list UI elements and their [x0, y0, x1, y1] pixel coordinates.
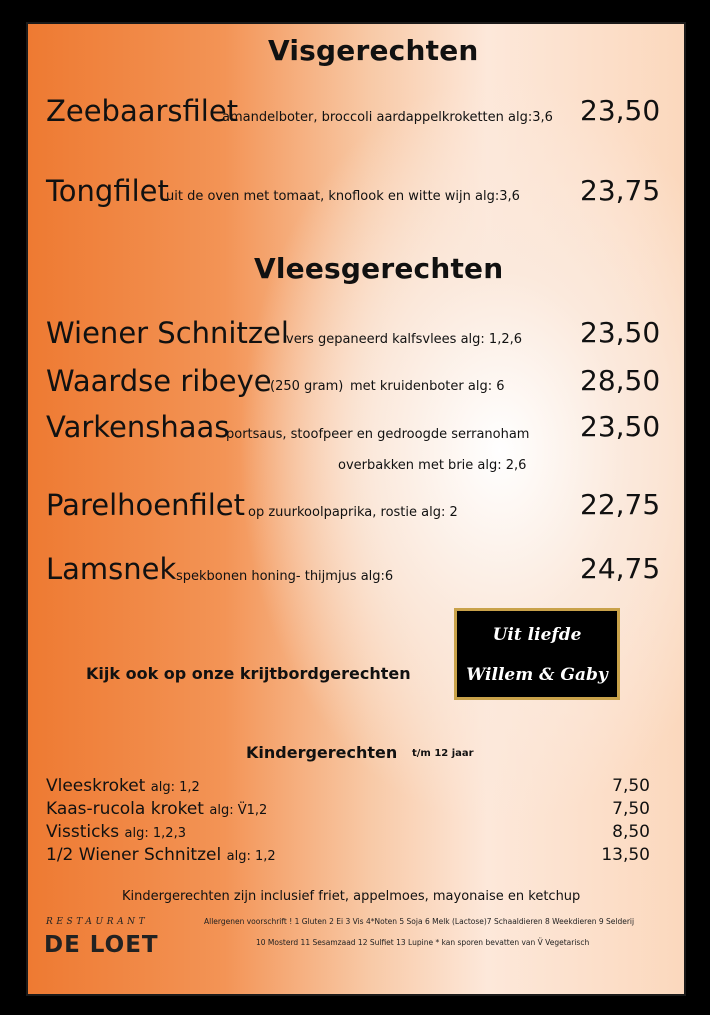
logo-restaurant-text: RESTAURANT	[46, 917, 149, 927]
kids-item-name: 1/2 Wiener Schnitzel	[46, 845, 222, 865]
allergen-legend-line2: 10 Mosterd 11 Sesamzaad 12 Sulfiet 13 Lupine * kan sporen bevatten van V̈ Vegetarisch	[256, 938, 590, 947]
kids-item-price: 13,50	[601, 845, 650, 865]
kids-item-allergens: alg: V̈1,2	[209, 803, 268, 818]
chalkboard-note: Kijk ook op onze krijtbordgerechten	[86, 664, 411, 683]
kids-section-subtitle: t/m 12 jaar	[412, 748, 474, 759]
dish-price: 23,50	[580, 94, 661, 127]
kids-item-price: 8,50	[612, 822, 650, 842]
allergen-legend-line1: Allergenen voorschrift ! 1 Gluten 2 Ei 3 Vis 4*Noten 5 Soja 6 Melk (Lactose)7 Schaaldieren 8 Weekdieren 9 Selderij	[204, 917, 635, 926]
kids-item-allergens: alg: 1,2	[226, 849, 276, 864]
signature-line1: Uit liefde	[492, 625, 582, 645]
kids-section-title: Kindergerechten	[246, 743, 398, 762]
kids-item-name: Kaas-rucola kroket	[46, 799, 204, 819]
kids-item	[46, 822, 186, 842]
signature-line2: Willem & Gaby	[466, 665, 608, 685]
dish-description: met kruidenboter alg: 6	[350, 379, 505, 394]
kids-item-name: Vleeskroket	[46, 776, 146, 796]
kids-item	[46, 845, 276, 865]
kids-item-price: 7,50	[612, 799, 650, 819]
dish-description-line2: overbakken met brie alg: 2,6	[338, 458, 527, 473]
dish-name: Waardse ribeye	[46, 364, 272, 398]
logo-main-text: DE LOET	[44, 932, 159, 958]
dish-description: uit de oven met tomaat, knoflook en witte wijn alg:3,6	[166, 189, 520, 204]
dish-price: 22,75	[580, 488, 661, 521]
kids-item	[46, 776, 200, 796]
signature-box	[454, 608, 620, 700]
fish-section-title: Visgerechten	[268, 34, 479, 67]
dish-description: vers gepaneerd kalfsvlees alg: 1,2,6	[286, 332, 522, 347]
dish-description: amandelboter, broccoli aardappelkroketten alg:3,6	[222, 110, 553, 125]
dish-name: Tongfilet	[46, 174, 169, 208]
dish-name: Varkenshaas	[46, 410, 230, 444]
dish-price: 23,50	[580, 316, 661, 349]
dish-name: Lamsnek	[46, 552, 177, 586]
dish-price: 28,50	[580, 364, 661, 397]
dish-description: op zuurkoolpaprika, rostie alg: 2	[248, 505, 458, 520]
dish-name: Parelhoenfilet	[46, 488, 246, 522]
dish-price: 24,75	[580, 552, 661, 585]
kids-item-allergens: alg: 1,2	[150, 780, 200, 795]
menu-page	[26, 22, 686, 996]
dish-name: Zeebaarsfilet	[46, 94, 239, 128]
kids-item-allergens: alg: 1,2,3	[124, 826, 186, 841]
dish-portion: (250 gram)	[270, 379, 344, 394]
dish-price: 23,50	[580, 410, 661, 443]
meat-section-title: Vleesgerechten	[254, 252, 504, 285]
dish-name: Wiener Schnitzel	[46, 316, 289, 350]
kids-item	[46, 799, 267, 819]
kids-note: Kindergerechten zijn inclusief friet, appelmoes, mayonaise en ketchup	[122, 889, 581, 904]
dish-price: 23,75	[580, 174, 661, 207]
kids-item-name: Vissticks	[46, 822, 120, 842]
dish-description: portsaus, stoofpeer en gedroogde serranoham	[226, 427, 530, 442]
dish-description: spekbonen honing- thijmjus alg:6	[176, 569, 394, 584]
kids-item-price: 7,50	[612, 776, 650, 796]
